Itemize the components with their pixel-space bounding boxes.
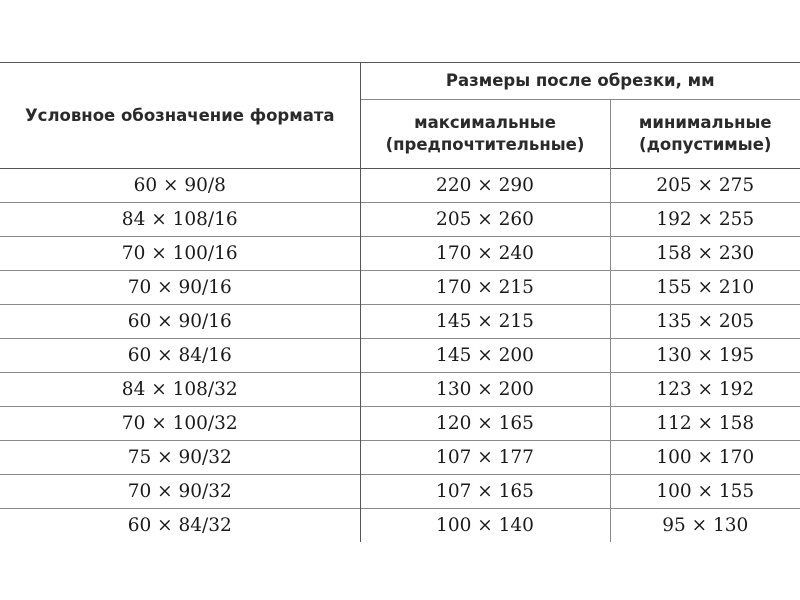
table-row	[0, 237, 800, 271]
format-cell: 70 × 100/16	[0, 237, 360, 271]
min-size-cell: 100 × 155	[610, 475, 800, 509]
format-cell: 70 × 100/32	[0, 407, 360, 441]
min-size-cell: 205 × 275	[610, 169, 800, 203]
min-sizes-header-line1: минимальные	[638, 113, 772, 132]
max-size-cell: 107 × 165	[360, 475, 610, 509]
min-size-cell: 100 × 170	[610, 441, 800, 475]
min-size-cell: 130 × 195	[610, 339, 800, 373]
max-size-cell: 120 × 165	[360, 407, 610, 441]
format-cell: 84 × 108/32	[0, 373, 360, 407]
max-sizes-header-line1: максимальные	[414, 113, 556, 132]
min-sizes-header-line2: (допустимые)	[639, 135, 772, 154]
format-cell: 60 × 84/16	[0, 339, 360, 373]
format-cell: 60 × 90/8	[0, 169, 360, 203]
table-row	[0, 203, 800, 237]
format-sizes-table	[0, 62, 800, 542]
format-cell: 70 × 90/16	[0, 271, 360, 305]
max-size-cell: 145 × 215	[360, 305, 610, 339]
max-sizes-header-line2: (предпочтительные)	[385, 135, 585, 154]
max-size-cell: 205 × 260	[360, 203, 610, 237]
max-size-cell: 170 × 215	[360, 271, 610, 305]
table-row	[0, 339, 800, 373]
table-row	[0, 475, 800, 509]
table-row	[0, 169, 800, 203]
min-size-cell: 135 × 205	[610, 305, 800, 339]
min-size-cell: 192 × 255	[610, 203, 800, 237]
max-size-cell: 170 × 240	[360, 237, 610, 271]
format-cell: 70 × 90/32	[0, 475, 360, 509]
table-row	[0, 509, 800, 543]
min-size-cell: 155 × 210	[610, 271, 800, 305]
max-size-cell: 107 × 177	[360, 441, 610, 475]
min-sizes-header	[610, 100, 800, 169]
trim-sizes-group-header: Размеры после обрезки, мм	[360, 63, 800, 100]
min-size-cell: 123 × 192	[610, 373, 800, 407]
max-size-cell: 130 × 200	[360, 373, 610, 407]
max-size-cell: 145 × 200	[360, 339, 610, 373]
table-row	[0, 441, 800, 475]
max-size-cell: 100 × 140	[360, 509, 610, 543]
format-cell: 75 × 90/32	[0, 441, 360, 475]
table-row	[0, 305, 800, 339]
max-size-cell: 220 × 290	[360, 169, 610, 203]
format-column-header: Условное обозначение формата	[0, 63, 360, 169]
min-size-cell: 158 × 230	[610, 237, 800, 271]
table-row	[0, 373, 800, 407]
format-cell: 84 × 108/16	[0, 203, 360, 237]
table-row	[0, 271, 800, 305]
format-cell: 60 × 90/16	[0, 305, 360, 339]
min-size-cell: 95 × 130	[610, 509, 800, 543]
table-row	[0, 407, 800, 441]
format-cell: 60 × 84/32	[0, 509, 360, 543]
max-sizes-header	[360, 100, 610, 169]
min-size-cell: 112 × 158	[610, 407, 800, 441]
